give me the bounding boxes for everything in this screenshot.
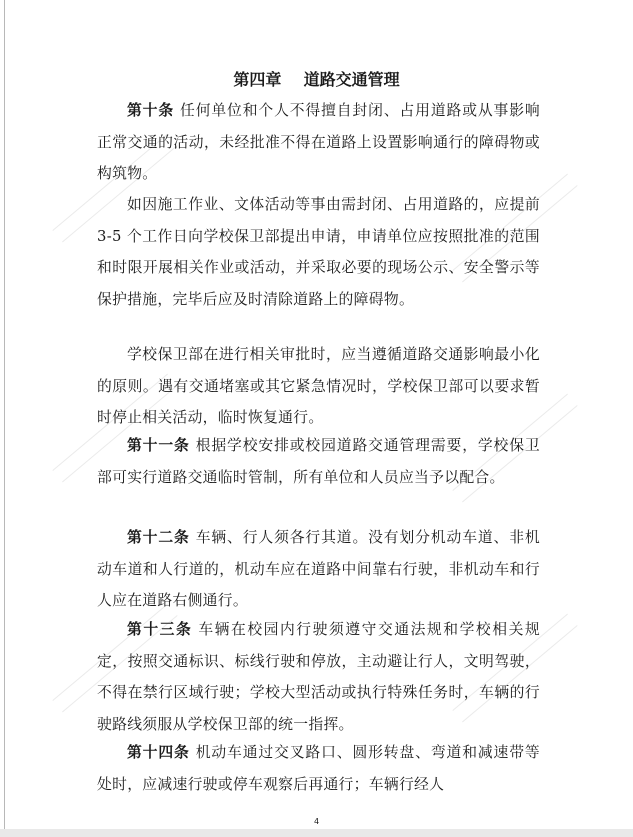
article-number: 第十二条 <box>127 529 190 546</box>
chapter-title: 第四章 道路交通管理 <box>233 70 400 89</box>
article-text: 车辆、行人须各行其道。没有划分机动车道、非机动车道和人行道的，机动车应在道路中间靠右行驶，非机动车和行人应在道路右侧通行。 <box>97 529 540 609</box>
article-text: 车辆在校园内行驶须遵守交通法规和学校相关规定，按照交通标识、标线行驶和停放，主动避让行人，文明驾驶，不得在禁行区域行驶；学校大型活动或执行特殊任务时，车辆的行驶路线须服从学校保卫部的统一指挥。 <box>97 621 540 733</box>
page-number: 4 <box>313 817 320 826</box>
article-paragraph <box>97 737 540 800</box>
page-left-border <box>4 0 5 837</box>
article-number: 第十三条 <box>127 621 193 638</box>
article-paragraph <box>97 95 540 190</box>
article-text: 机动车通过交叉路口、圆形转盘、弯道和减速带等处时，应减速行驶或停车观察后再通行；车辆行经人 <box>97 744 540 793</box>
article-number: 第十条 <box>127 102 175 119</box>
article-paragraph <box>97 614 540 740</box>
article-number: 第十一条 <box>127 437 190 454</box>
article-paragraph <box>97 430 540 493</box>
article-paragraph <box>97 339 540 434</box>
article-number: 第十四条 <box>127 744 190 761</box>
article-paragraph <box>97 522 540 617</box>
article-paragraph <box>97 189 540 315</box>
article-text: 如因施工作业、文体活动等事由需封闭、占用道路的，应提前 3-5 个工作日向学校保卫部提出申请，申请单位应按照批准的范围和时限开展相关作业或活动，并采取必要的现场公示、安全警示等保护措施，完毕后应及时清除道路上的障碍物。 <box>97 196 540 308</box>
article-text: 学校保卫部在进行相关审批时，应当遵循道路交通影响最小化的原则。遇有交通堵塞或其它紧急情况时，学校保卫部可以要求暂时停止相关活动，临时恢复通行。 <box>97 346 540 426</box>
page-bottom-edge <box>0 829 633 837</box>
article-text: 根据学校安排或校园道路交通管理需要，学校保卫部可实行道路交通临时管制，所有单位和人员应当予以配合。 <box>97 437 540 486</box>
article-text: 任何单位和个人不得擅自封闭、占用道路或从事影响正常交通的活动，未经批准不得在道路上设置影响通行的障碍物或构筑物。 <box>97 102 540 182</box>
